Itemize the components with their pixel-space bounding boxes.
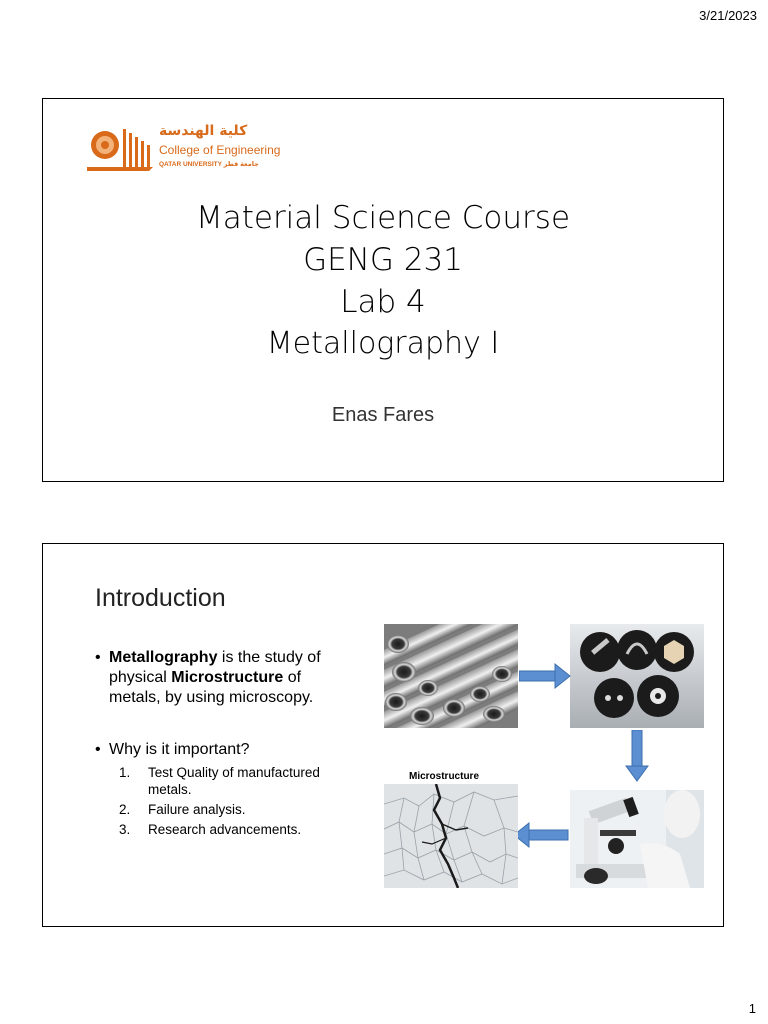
college-logo	[87, 123, 281, 175]
list-item	[119, 821, 355, 838]
title-line: Lab 4	[340, 284, 426, 320]
slide-heading: Introduction	[95, 584, 226, 612]
arrow-left-icon	[513, 822, 569, 848]
author-name: Enas Fares	[331, 404, 435, 426]
list-text: Test Quality of manufactured metals.	[148, 765, 320, 797]
term-metallography: Metallography	[109, 649, 218, 666]
list-number: 3.	[119, 822, 131, 837]
microstructure-label: Microstructure	[409, 771, 480, 782]
mounted-specimens-image	[570, 624, 704, 728]
arrow-right-icon	[519, 663, 571, 689]
title-slide	[42, 98, 724, 482]
slide-title	[43, 197, 723, 365]
logo-university-text: QATAR UNIVERSITY جامعة قطر	[159, 161, 259, 168]
title-line: GENG 231	[303, 242, 463, 278]
introduction-slide	[42, 543, 724, 927]
list-item	[119, 801, 355, 818]
title-subtitle: Metallography I	[266, 326, 500, 361]
print-date: 3/21/2023	[699, 8, 757, 23]
metal-pipes-image	[384, 624, 518, 728]
page-number: 1	[748, 1001, 756, 1016]
definition-text: of metals, by using microscopy.	[109, 669, 314, 706]
bullet-definition	[95, 648, 355, 708]
logo-arabic-text: كلية الهندسة	[159, 123, 248, 139]
reasons-list	[119, 764, 355, 838]
arrow-down-icon	[625, 730, 649, 782]
logo-emblem-icon	[87, 123, 153, 171]
term-microstructure: Microstructure	[171, 669, 284, 686]
list-text: Failure analysis.	[148, 802, 246, 817]
definition-text: is the study of physical	[109, 649, 321, 686]
slide-body	[95, 648, 355, 841]
microscope-image	[570, 784, 704, 888]
list-number: 1.	[119, 765, 131, 780]
bullet-question: • Why is it important?	[95, 740, 355, 760]
logo-english-text: College of Engineering	[159, 143, 281, 157]
list-number: 2.	[119, 802, 131, 817]
list-text: Research advancements.	[148, 822, 302, 837]
title-line: Material Science Course	[195, 200, 571, 236]
list-item	[119, 764, 355, 798]
microstructure-image	[384, 784, 518, 888]
